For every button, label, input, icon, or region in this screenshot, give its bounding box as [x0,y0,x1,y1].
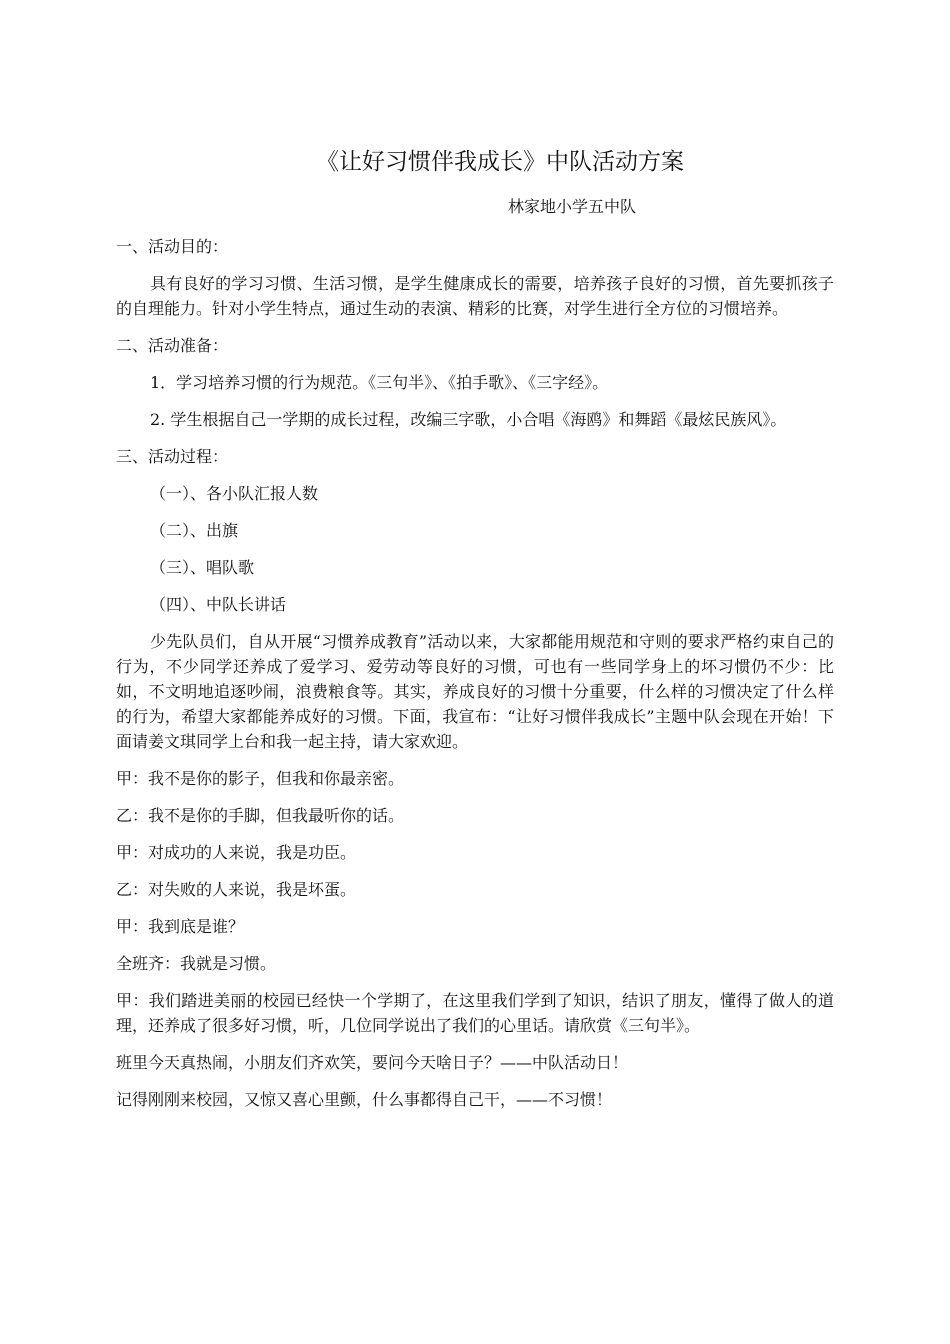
dialogue-line-2: 乙：我不是你的手脚，但我最听你的话。 [116,806,405,825]
section-heading-preparation: 二、活动准备： [116,336,229,355]
paragraph-speech: 少先队员们，自从开展“习惯养成教育”活动以来，大家都能用规范和守则的要求严格约束自己的行为，不少同学还养成了爱学习、爱劳动等良好的习惯，可也有一些同学身上的坏习惯仍不少：比如，不文明地追逐吵闹，浪费粮食等。其实，养成良好的习惯十分重要，什么样的习惯决定了什么样的行为，希望大家都能养成好的习惯。下面，我宣布：“让好习惯伴我成长”主题中队会现在开始！下面请姜文琪同学上台和我一起主持，请大家欢迎。 [116,632,834,751]
dialogue-line-3: 甲：对成功的人来说，我是功臣。 [116,843,357,862]
dialogue-line-1: 甲：我不是你的影子，但我和你最亲密。 [116,769,405,788]
dialogue-line-9: 记得刚刚来校园，又惊又喜心里颤，什么事都得自己干，——不习惯！ [116,1090,613,1109]
dialogue-line-5: 甲：我到底是谁？ [116,917,245,936]
document-author: 林家地小学五中队 [508,197,637,216]
preparation-item-2: 2. 学生根据自己一学期的成长过程，改编三字歌，小合唱《海鸥》和舞蹈《最炫民族风》。 [150,410,787,429]
dialogue-line-6: 全班齐：我就是习惯。 [116,954,277,973]
document-page [116,140,834,1124]
process-step-3: （三）、唱队歌 [150,558,255,577]
process-step-2: （二）、出旗 [150,521,239,540]
preparation-item-1: 1．学习培养习惯的行为规范。《三句半》、《拍手歌》、《三字经》。 [150,373,609,392]
dialogue-line-8: 班里今天真热闹，小朋友们齐欢笑，要问今天啥日子？——中队活动日！ [116,1053,629,1072]
paragraph-purpose: 具有良好的学习习惯、生活习惯，是学生健康成长的需要，培养孩子良好的习惯，首先要抓孩子的自理能力。针对小学生特点，通过生动的表演、精彩的比赛，对学生进行全方位的习惯培养。 [116,274,834,318]
section-heading-process: 三、活动过程： [116,447,229,466]
process-step-1: （一）、各小队汇报人数 [150,484,319,503]
section-heading-purpose: 一、活动目的： [116,237,229,256]
document-title: 《让好习惯伴我成长》中队活动方案 [316,149,684,175]
dialogue-line-4: 乙：对失败的人来说，我是坏蛋。 [116,880,357,899]
dialogue-line-7: 甲：我们踏进美丽的校园已经快一个学期了，在这里我们学到了知识，结识了朋友，懂得了做人的道理，还养成了很多好习惯，听，几位同学说出了我们的心里话。请欣赏《三句半》。 [116,991,834,1035]
process-step-4: （四）、中队长讲话 [150,595,287,614]
